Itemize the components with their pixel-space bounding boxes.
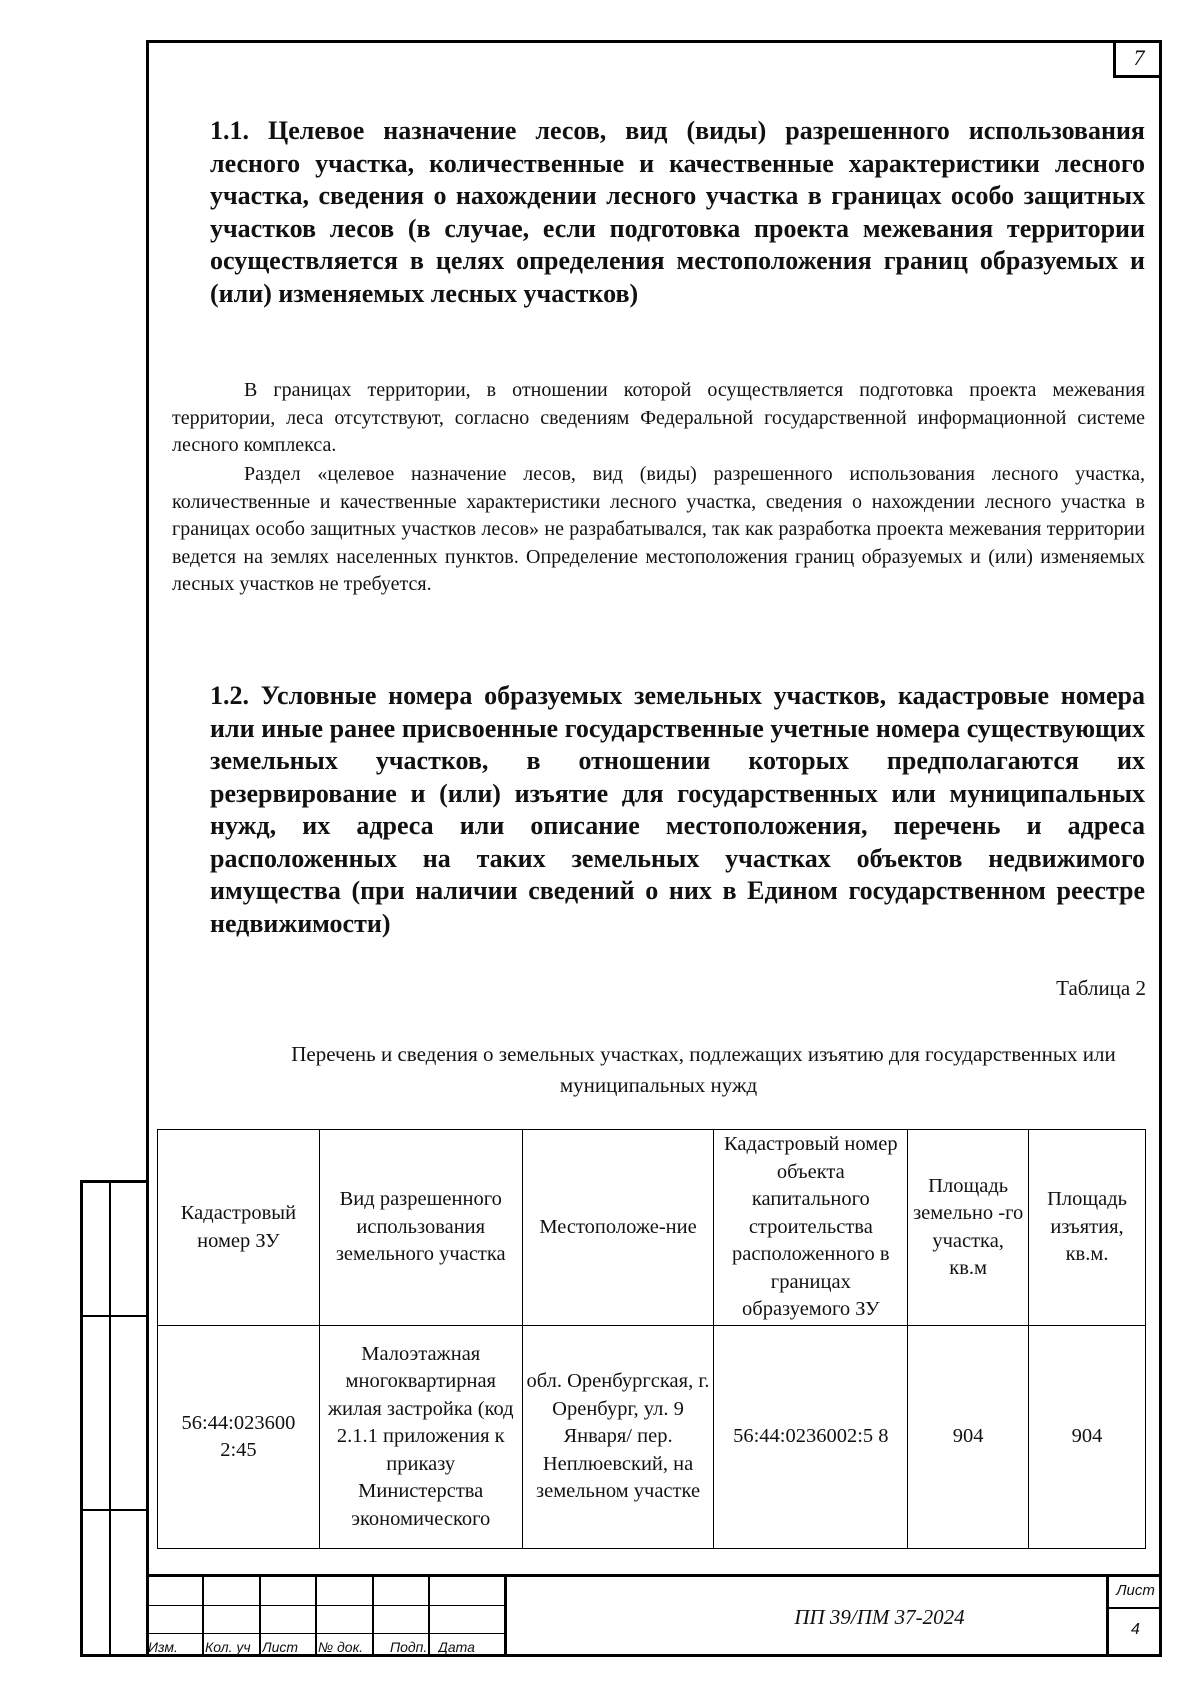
sheet-box	[1106, 1577, 1162, 1657]
cell-plot-area: 904	[908, 1326, 1029, 1549]
table-number-label: Таблица 2	[1056, 976, 1146, 1000]
page-number: 7	[1113, 40, 1162, 78]
label-date: Дата	[438, 1639, 475, 1655]
section-1-2-heading: 1.2. Условные номера образуемых земельных участков, кадастровые номера или иные ранее присвоенные государственные учетные номера существующих земельных участков, в отношении которых предполагаются их резервирование и (или) изъятие для государственных или муниципальных нужд, их адреса или описание местоположения, перечень и адреса расположенных на таких земельных участках объектов недвижимого имущества (при наличии сведений о них в Едином государственном реестре недвижимости)	[210, 681, 1145, 938]
title-block	[146, 1574, 1162, 1657]
label-kol-uch: Кол. уч	[205, 1639, 251, 1655]
cell-seizure-area: 904	[1029, 1326, 1146, 1549]
cell-oks-cadastral-number: 56:44:0236002:5 8	[714, 1326, 908, 1549]
table-row	[158, 1326, 1146, 1549]
header-seizure-area: Площадь изъятия, кв.м.	[1029, 1130, 1146, 1326]
cell-cadastral-number: 56:44:023600 2:45	[158, 1326, 320, 1549]
document-code: ПП 39/ПМ 37-2024	[504, 1577, 1200, 1657]
revision-grid	[146, 1577, 504, 1657]
table-caption: Перечень и сведения о земельных участках, подлежащих изъятию для государственных или муниципальных нужд	[291, 1042, 1116, 1097]
header-oks-cadastral-number: Кадастровый номер объекта капитального строительства расположенного в границах образуемого ЗУ	[714, 1130, 908, 1326]
label-signature: Подп.	[390, 1639, 428, 1655]
header-plot-area: Площадь земельно -го участка, кв.м	[908, 1130, 1029, 1326]
table-header-row	[158, 1130, 1146, 1326]
label-doc-number: № док.	[318, 1639, 364, 1655]
sheet-number: 4	[1131, 1621, 1140, 1638]
label-list: Лист	[262, 1639, 299, 1655]
section-1-1-heading: 1.1. Целевое назначение лесов, вид (виды) разрешенного использования лесного участка, количественные и качественные характеристики лесного участка, сведения о нахождении лесного участка в границах особо защитных участков лесов (в случае, если подготовка проекта межевания территории осуществляется в целях определения местоположения границ образуемых и (или) изменяемых лесных участков)	[210, 116, 1145, 308]
header-permitted-use: Вид разрешенного использования земельного участка	[319, 1130, 522, 1326]
header-location: Местоположе-ние	[522, 1130, 714, 1326]
sheet-label: Лист	[1116, 1582, 1155, 1599]
label-izm: Изм.	[148, 1639, 178, 1655]
land-plots-table	[157, 1129, 1146, 1549]
header-cadastral-number: Кадастровый номер ЗУ	[158, 1130, 320, 1326]
section-1-1-paragraph-1: В границах территории, в отношении которой осуществляется подготовка проекта межевания территории, леса отсутствуют, согласно сведениям Федеральной государственной информационной системе лесного комплекса.	[172, 379, 1145, 456]
section-1-1-paragraph-2: Раздел «целевое назначение лесов, вид (виды) разрешенного использования лесного участка, количественные и качественные характеристики лесного участка, сведения о нахождении лесного участка в границах особо защитных участков лесов» не разрабатывался, так как разработка проекта межевания территории ведется на землях населенных пунктов. Определение местоположения границ образуемых и (или) изменяемых лесных участков не требуется.	[172, 463, 1145, 595]
cell-location: обл. Оренбургская, г. Оренбург, ул. 9 Января/ пер. Неплюевский, на земельном участке	[522, 1326, 714, 1549]
cell-permitted-use: Малоэтажная многоквартирная жилая застройка (код 2.1.1 приложения к приказу Министерства экономического	[319, 1326, 522, 1549]
margin-stamp-strip	[80, 1180, 149, 1657]
